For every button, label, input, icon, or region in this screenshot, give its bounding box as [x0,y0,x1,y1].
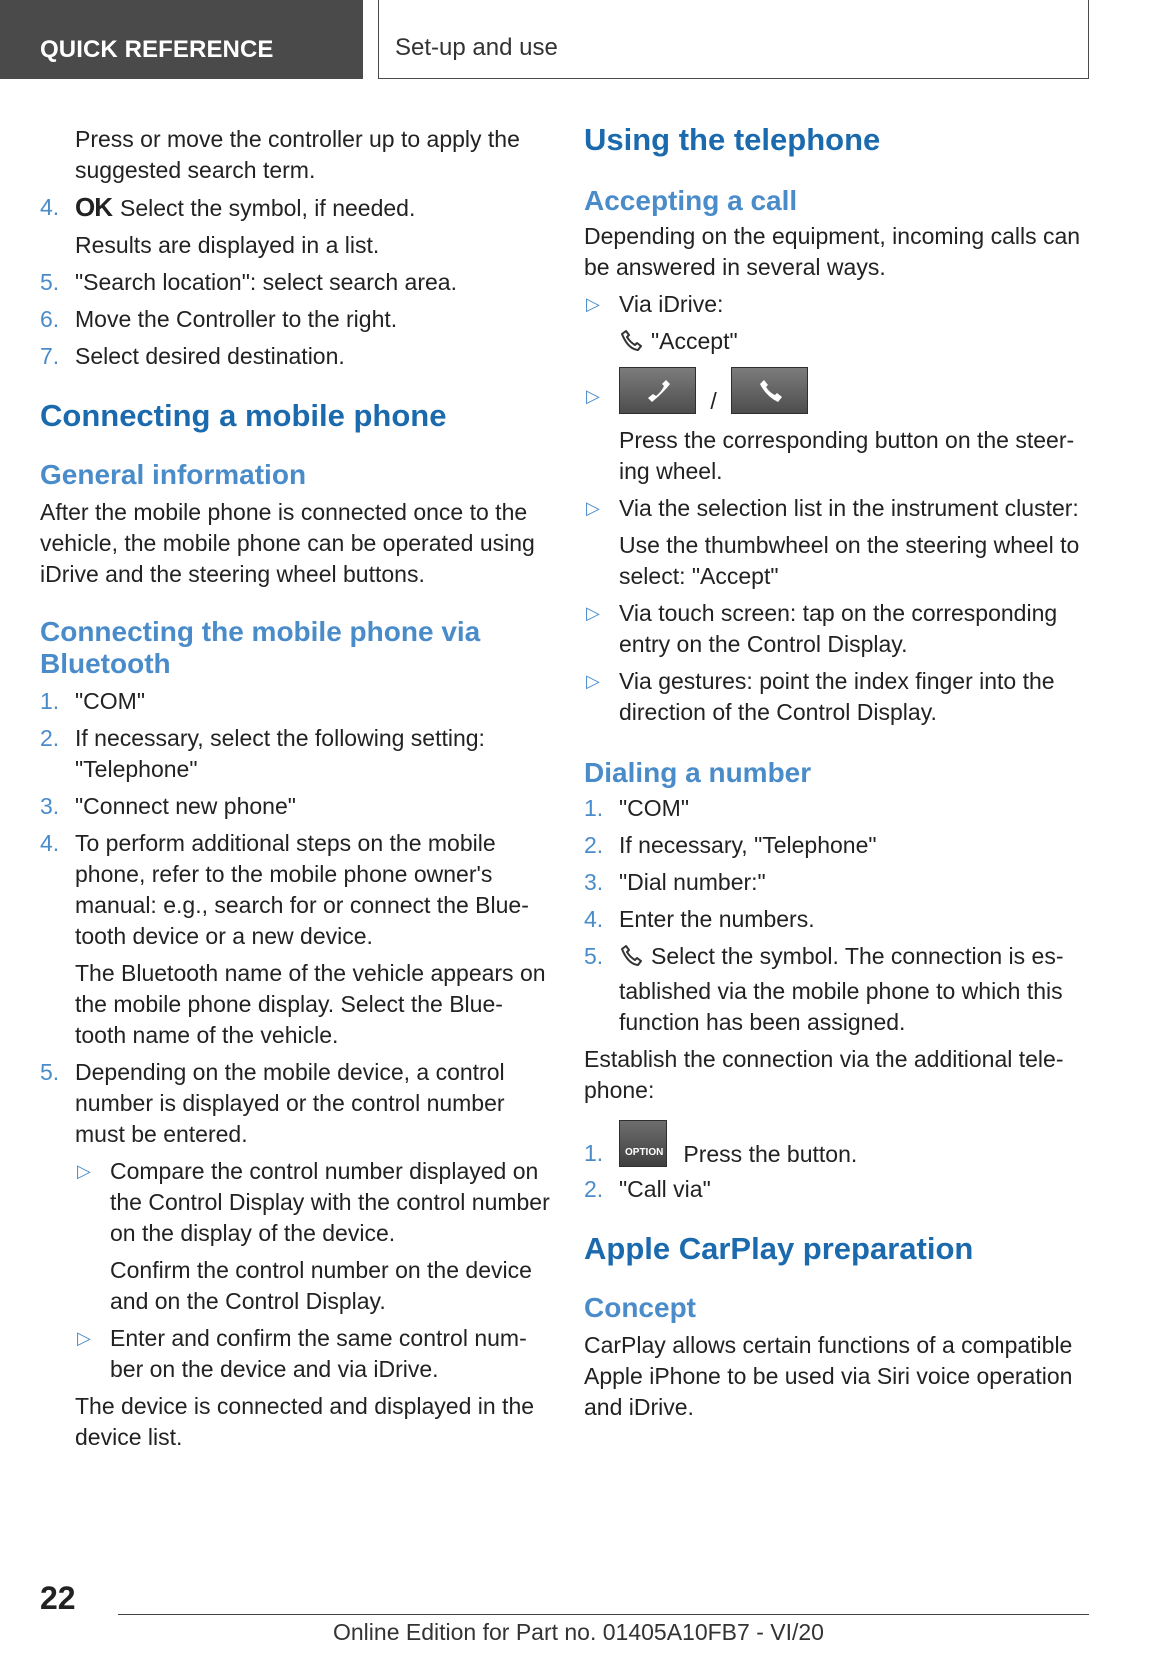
list-item [40,1057,550,1150]
list-text: Enter the numbers. [619,906,815,932]
list-text: Press the button. [683,1140,858,1167]
list-text: Depending on the mobile device, a control number is displayed or the control number must be entered. [75,1059,505,1147]
list-number: 3. [584,869,604,895]
heading-concept: Concept [584,1292,696,1323]
step-result-text: Results are displayed in a list. [75,232,380,258]
list-item [584,830,1094,861]
intro-text: Press or move the controller up to apply the suggested search term. [75,126,520,183]
heading-bluetooth-line1: Connecting the mobile phone via [40,616,481,647]
header-chapter-label: Set-up and use [395,34,558,61]
list-number: 7. [40,343,60,369]
bullet-text: Via touch screen: tap on the corresponding entry on the Control Display. [619,600,1058,657]
bullet-text: Via iDrive: [619,291,724,317]
list-text: If necessary, "Telephone" [619,832,877,858]
heading-bluetooth-line2: Bluetooth [40,648,171,679]
bluetooth-name-note: The Bluetooth name of the vehicle appears on the mobile phone display. Select the Blue-tooth name of the vehicle. [75,960,546,1048]
list-number: 5. [40,1059,60,1085]
bullet-text: Via the selection list in the instrument cluster: [619,495,1079,521]
triangle-bullet-icon: ▷ [586,603,600,623]
triangle-bullet-icon: ▷ [77,1161,91,1181]
list-item [584,1174,1094,1205]
heading-accepting-call: Accepting a call [584,185,798,216]
list-item [40,341,550,372]
list-item [40,828,550,952]
heading-using-telephone: Using the telephone [584,122,881,157]
general-info-text: After the mobile phone is connected once to the vehicle, the mobile phone can be operated using iDrive and the steering wheel buttons. [40,499,535,587]
heading-connecting-phone: Connecting a mobile phone [40,398,447,433]
header-chapter-box [378,0,1089,79]
sub-bullet-item [40,1156,550,1249]
closing-text: The device is connected and displayed in the device list. [75,1393,535,1450]
ok-symbol-icon: OK [75,192,112,222]
list-text: "Connect new phone" [75,793,296,819]
concept-text: CarPlay allows certain functions of a compatible Apple iPhone to be used via Siri voice operation and iDrive. [584,1332,1073,1420]
accepting-text: Depending on the equipment, incoming calls can be answered in several ways. [584,223,1081,280]
option-button-icon [619,1120,667,1167]
accept-label: "Accept" [651,328,738,354]
steer-text: Press the corresponding button on the steer-ing wheel. [619,427,1075,484]
list-text: To perform additional steps on the mobile phone, refer to the mobile phone owner's manual: e.g., search for or connect the Blue-tooth device or a new device. [75,830,529,949]
list-number: 2. [584,832,604,858]
page-number: 22 [40,1580,76,1616]
list-item [40,192,550,224]
triangle-bullet-icon: ▷ [586,498,600,518]
triangle-bullet-icon: ▷ [586,671,600,691]
list-text: Select the symbol, if needed. [120,195,416,221]
pickup-button-icon [619,367,696,414]
bullet-item [584,289,1094,320]
right-column [584,124,1094,1423]
list-item [584,904,1094,935]
bullet-text: Via gestures: point the index finger into the direction of the Control Display. [619,668,1055,725]
triangle-bullet-icon: ▷ [586,386,600,406]
bullet-item-buttons [584,367,1094,417]
list-text: If necessary, select the following setting: "Telephone" [75,725,485,782]
heading-general-information: General information [40,459,307,490]
button-separator: / [710,387,717,414]
list-item [584,867,1094,898]
list-text: Select the symbol. The connection is es-tablished via the mobile phone to which this function has been assigned. [619,943,1064,1035]
footer-divider [118,1614,1089,1615]
list-text: "COM" [619,795,689,821]
list-number: 4. [584,906,604,932]
option-button-label: OPTION [625,1147,664,1158]
list-number: 3. [40,793,60,819]
list-item [40,723,550,785]
list-item [584,793,1094,824]
bullet-item [584,666,1094,728]
triangle-bullet-icon: ▷ [77,1328,91,1348]
list-item [40,686,550,717]
list-number: 4. [40,830,60,856]
list-item [40,267,550,298]
footer-edition: Online Edition for Part no. 01405A10FB7 - VI/20 [333,1619,824,1645]
heading-bluetooth [40,616,550,680]
list-number: 2. [40,725,60,751]
list-number: 1. [584,1140,604,1166]
list-text: Select desired destination. [75,343,345,369]
left-column [40,124,550,1453]
additional-phone-text: Establish the connection via the additional tele-phone: [584,1046,1064,1103]
bullet-item [584,598,1094,660]
list-text: "Call via" [619,1176,711,1202]
list-number: 4. [40,194,60,220]
phone-icon [619,329,643,361]
list-number: 1. [40,688,60,714]
list-number: 1. [584,795,604,821]
sub-bullet-text: Compare the control number displayed on the Control Display with the control number on the display of the device. [110,1158,550,1246]
heading-carplay: Apple CarPlay preparation [584,1231,974,1266]
header-section-tab [0,0,363,79]
list-text: Move the Controller to the right. [75,306,398,332]
list-item [584,941,1094,1038]
list-text: "COM" [75,688,145,714]
list-number: 2. [584,1176,604,1202]
bullet-item [584,493,1094,524]
accept-line [584,326,1094,361]
thumbwheel-text: Use the thumbwheel on the steering wheel to select: "Accept" [619,532,1080,589]
triangle-bullet-icon: ▷ [586,294,600,314]
phone-icon [619,944,643,976]
list-text: "Search location": select search area. [75,269,457,295]
list-item [40,791,550,822]
sub-bullet-item [40,1323,550,1385]
list-number: 5. [584,943,604,969]
heading-dialing-number: Dialing a number [584,757,812,788]
sub-bullet-note: Confirm the control number on the device and on the Control Display. [110,1257,532,1314]
sub-bullet-text: Enter and confirm the same control num-ber on the device and via iDrive. [110,1325,527,1382]
hangup-button-icon [731,367,808,414]
list-number: 6. [40,306,60,332]
list-item [40,304,550,335]
list-text: "Dial number:" [619,869,766,895]
list-item [584,1120,1094,1170]
header-section-label: QUICK REFERENCE [40,36,274,63]
list-number: 5. [40,269,60,295]
